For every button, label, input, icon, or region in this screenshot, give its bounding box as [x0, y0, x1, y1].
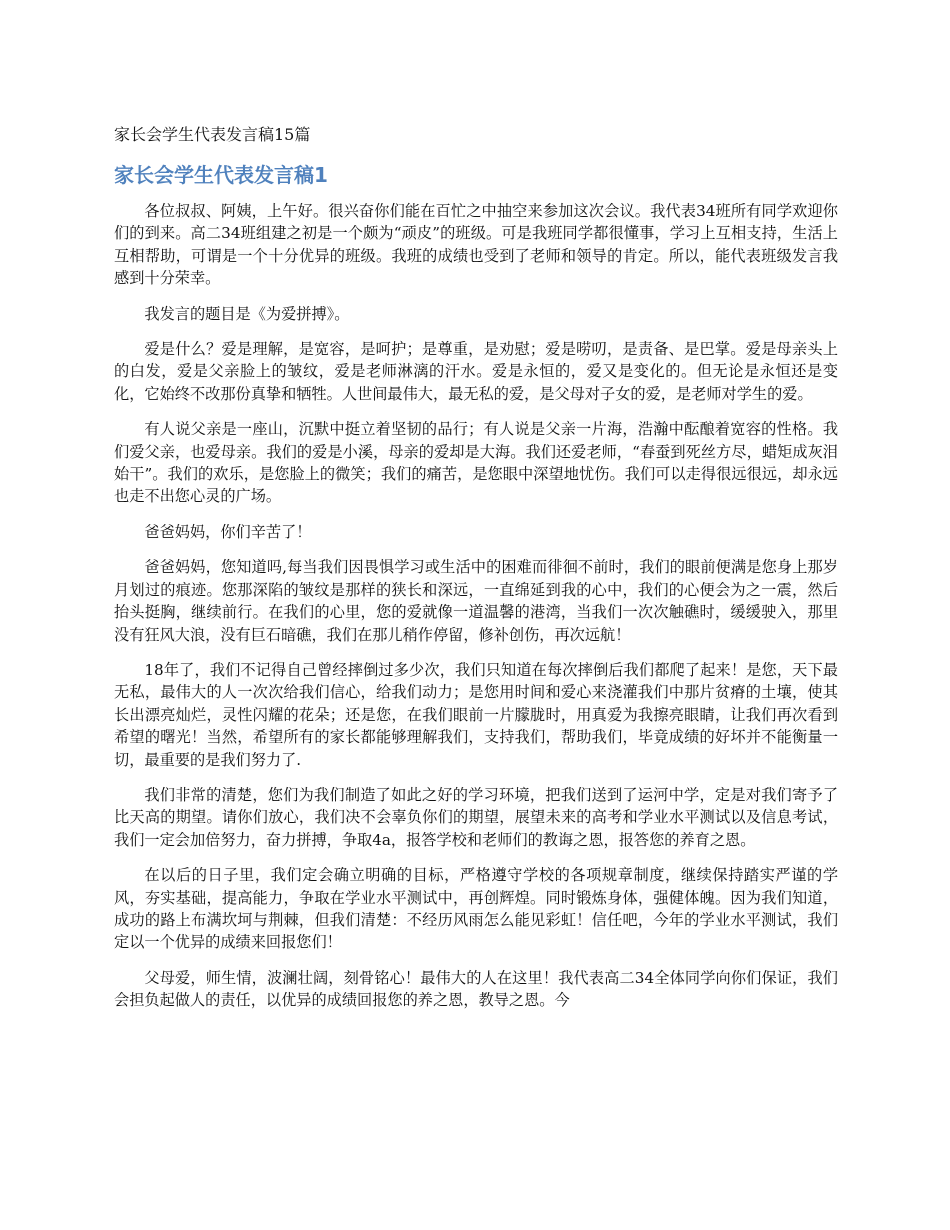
- paragraph-pledge: 父母爱，师生情，波澜壮阔，刻骨铭心！最伟大的人在这里！我代表高二34全体同学向你们保证，我们会担负起做人的责任，以优异的成绩回报您的养之恩，教导之恩。今: [114, 968, 838, 1010]
- paragraph-harbor: 爸爸妈妈，您知道吗,每当我们因畏惧学习或生活中的困难而徘徊不前时，我们的眼前便满是您身上那岁月划过的痕迹。您那深陷的皱纹是那样的狭长和深远，一直绵延到我的心中，我们的心便会为之一震，然后抬头挺胸，继续前行。在我们的心里，您的爱就像一道温馨的港湾，当我们一次次触礁时，缓缓驶入，那里没有狂风大浪，没有巨石暗礁，我们在那儿稍作停留，修补创伤，再次远航！: [114, 558, 838, 644]
- document-page: [114, 124, 838, 1025]
- paragraph-greeting: 各位叔叔、阿姨，上午好。很兴奋你们能在百忙之中抽空来参加这次会议。我代表34班所有同学欢迎你们的到来。高二34班组建之初是一个颇为“顽皮”的班级。可是我班同学都很懂事，学习上互相支持，生活上互相帮助，可谓是一个十分优异的班级。我班的成绩也受到了老师和领导的肯定。所以，能代表班级发言我感到十分荣幸。: [114, 202, 838, 288]
- section-heading: 家长会学生代表发言稿1: [114, 163, 328, 187]
- paragraph-future-goals: 在以后的日子里，我们定会确立明确的目标，严格遵守学校的各项规章制度，继续保持踏实严谨的学风，夯实基础，提高能力，争取在学业水平测试中，再创辉煌。同时锻炼身体，强健体魄。因为我们知道，成功的路上布满坎坷与荆棘，但我们清楚：不经历风雨怎么能见彩虹！信任吧，今年的学业水平测试，我们定以一个优异的成绩来回报您们！: [114, 866, 838, 952]
- paragraph-topic: 我发言的题目是《为爱拼搏》。: [144, 304, 350, 323]
- paragraph-thanks-parents: 爸爸妈妈，你们辛苦了！: [144, 522, 312, 541]
- paragraph-father-mountain: 有人说父亲是一座山，沉默中挺立着坚韧的品行；有人说是父亲一片海，浩瀚中酝酿着宽容的性格。我们爱父亲，也爱母亲。我们的爱是小溪，母亲的爱却是大海。我们还爱老师，“春蚕到死丝方尽，蜡矩成灰泪始干”。我们的欢乐，是您脸上的微笑；我们的痛苦，是您眼中深望地忧伤。我们可以走得很远很远，却永远也走不出您心灵的广场。: [114, 420, 838, 506]
- paragraph-what-is-love: 爱是什么？爱是理解，是宽容，是呵护；是尊重，是劝慰；爱是唠叨，是责备、是巴掌。爱是母亲头上的白发，爱是父亲脸上的皱纹，爱是老师淋漓的汗水。爱是永恒的，爱又是变化的。但无论是永恒还是变化，它始终不改那份真挚和牺牲。人世间最伟大，最无私的爱，是父母对子女的爱，是老师对学生的爱。: [114, 340, 838, 403]
- paragraph-expectations: 我们非常的清楚，您们为我们制造了如此之好的学习环境，把我们送到了运河中学，定是对我们寄予了比天高的期望。请你们放心，我们决不会辜负你们的期望，展望未来的高考和学业水平测试以及信息考试，我们一定会加倍努力，奋力拼搏，争取4a，报答学校和老师们的教诲之恩，报答您的养育之恩。: [114, 785, 838, 849]
- paragraph-eighteen-years: 18年了，我们不记得自己曾经摔倒过多少次，我们只知道在每次摔倒后我们都爬了起来！是您，天下最无私，最伟大的人一次次给我们信心，给我们动力；是您用时间和爱心来浇灌我们中那片贫瘠的土壤，使其长出漂亮灿烂，灵性闪耀的花朵；还是您，在我们眼前一片朦胧时，用真爱为我擦亮眼睛，让我们再次看到希望的曙光！当然，希望所有的家长都能够理解我们，支持我们，帮助我们，毕竟成绩的好坏并不能衡量一切，最重要的是我们努力了.: [114, 660, 838, 769]
- document-title: 家长会学生代表发言稿15篇: [114, 125, 311, 144]
